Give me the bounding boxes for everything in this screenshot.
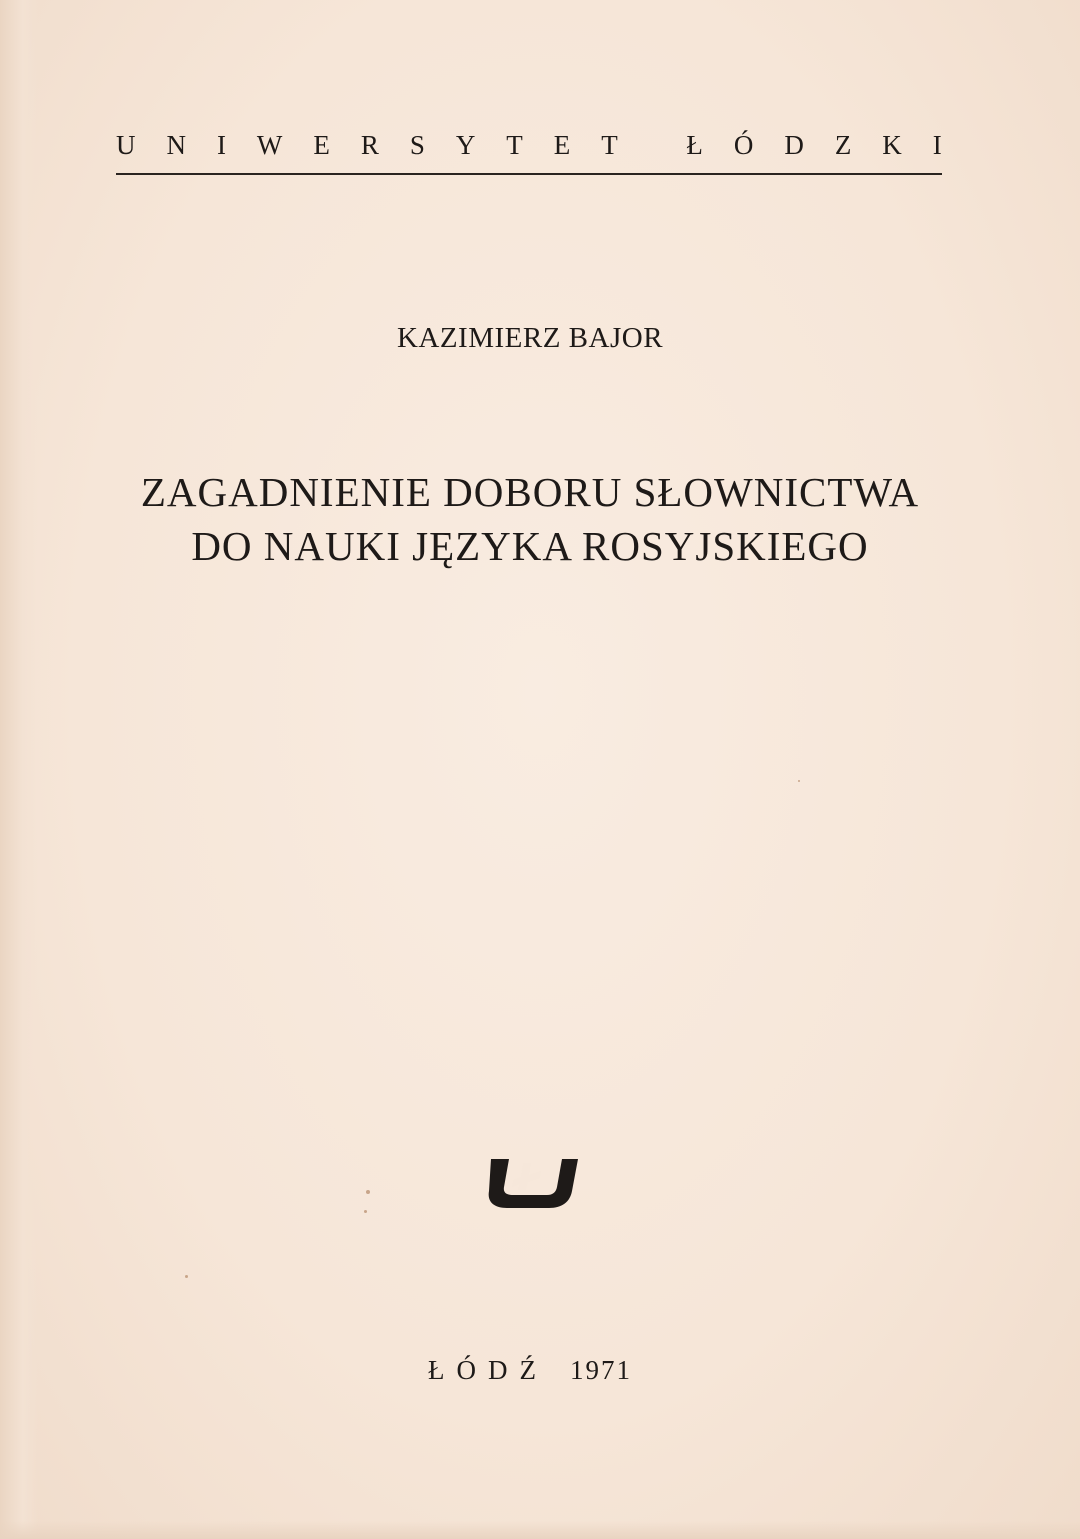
university-letter: S [409, 130, 425, 160]
imprint [0, 1352, 1060, 1388]
university-letter: W [256, 130, 283, 160]
university-letter: T [506, 130, 523, 160]
university-letter: I [932, 130, 942, 160]
paper-speck [366, 1190, 370, 1194]
university-letter: U [116, 130, 136, 160]
paper-speck [798, 780, 800, 782]
university-letter: Ó [733, 130, 754, 160]
paper-speck [185, 1275, 188, 1278]
university-letter: R [360, 130, 379, 160]
university-letter: K [882, 130, 902, 160]
book-title [0, 465, 1060, 573]
publication-place: ŁÓDŹ [428, 1355, 548, 1385]
title-line-2: DO NAUKI JĘZYKA ROSYJSKIEGO [191, 523, 869, 569]
header-rule [116, 173, 942, 175]
university-letter: I [216, 130, 226, 160]
university-letter: D [784, 130, 804, 160]
paper-speck [364, 1210, 367, 1213]
paper-edge-shadow [0, 0, 38, 1539]
publication-year: 1971 [569, 1355, 632, 1385]
university-letter: E [553, 130, 571, 160]
author-name: KAZIMIERZ BAJOR [396, 322, 664, 354]
title-line-1: ZAGADNIENIE DOBORU SŁOWNICTWA [140, 469, 920, 515]
university-letter: Ł [686, 130, 703, 160]
university-letter: Y [455, 130, 476, 160]
university-letter: E [313, 130, 330, 160]
publisher-logo-icon [485, 1157, 580, 1209]
university-letter: Z [834, 130, 852, 160]
university-letter: T [601, 130, 618, 160]
university-name [116, 127, 942, 163]
word-gap [649, 127, 656, 163]
university-letter: N [166, 130, 186, 160]
paper-bottom-shadow [0, 1521, 1080, 1539]
